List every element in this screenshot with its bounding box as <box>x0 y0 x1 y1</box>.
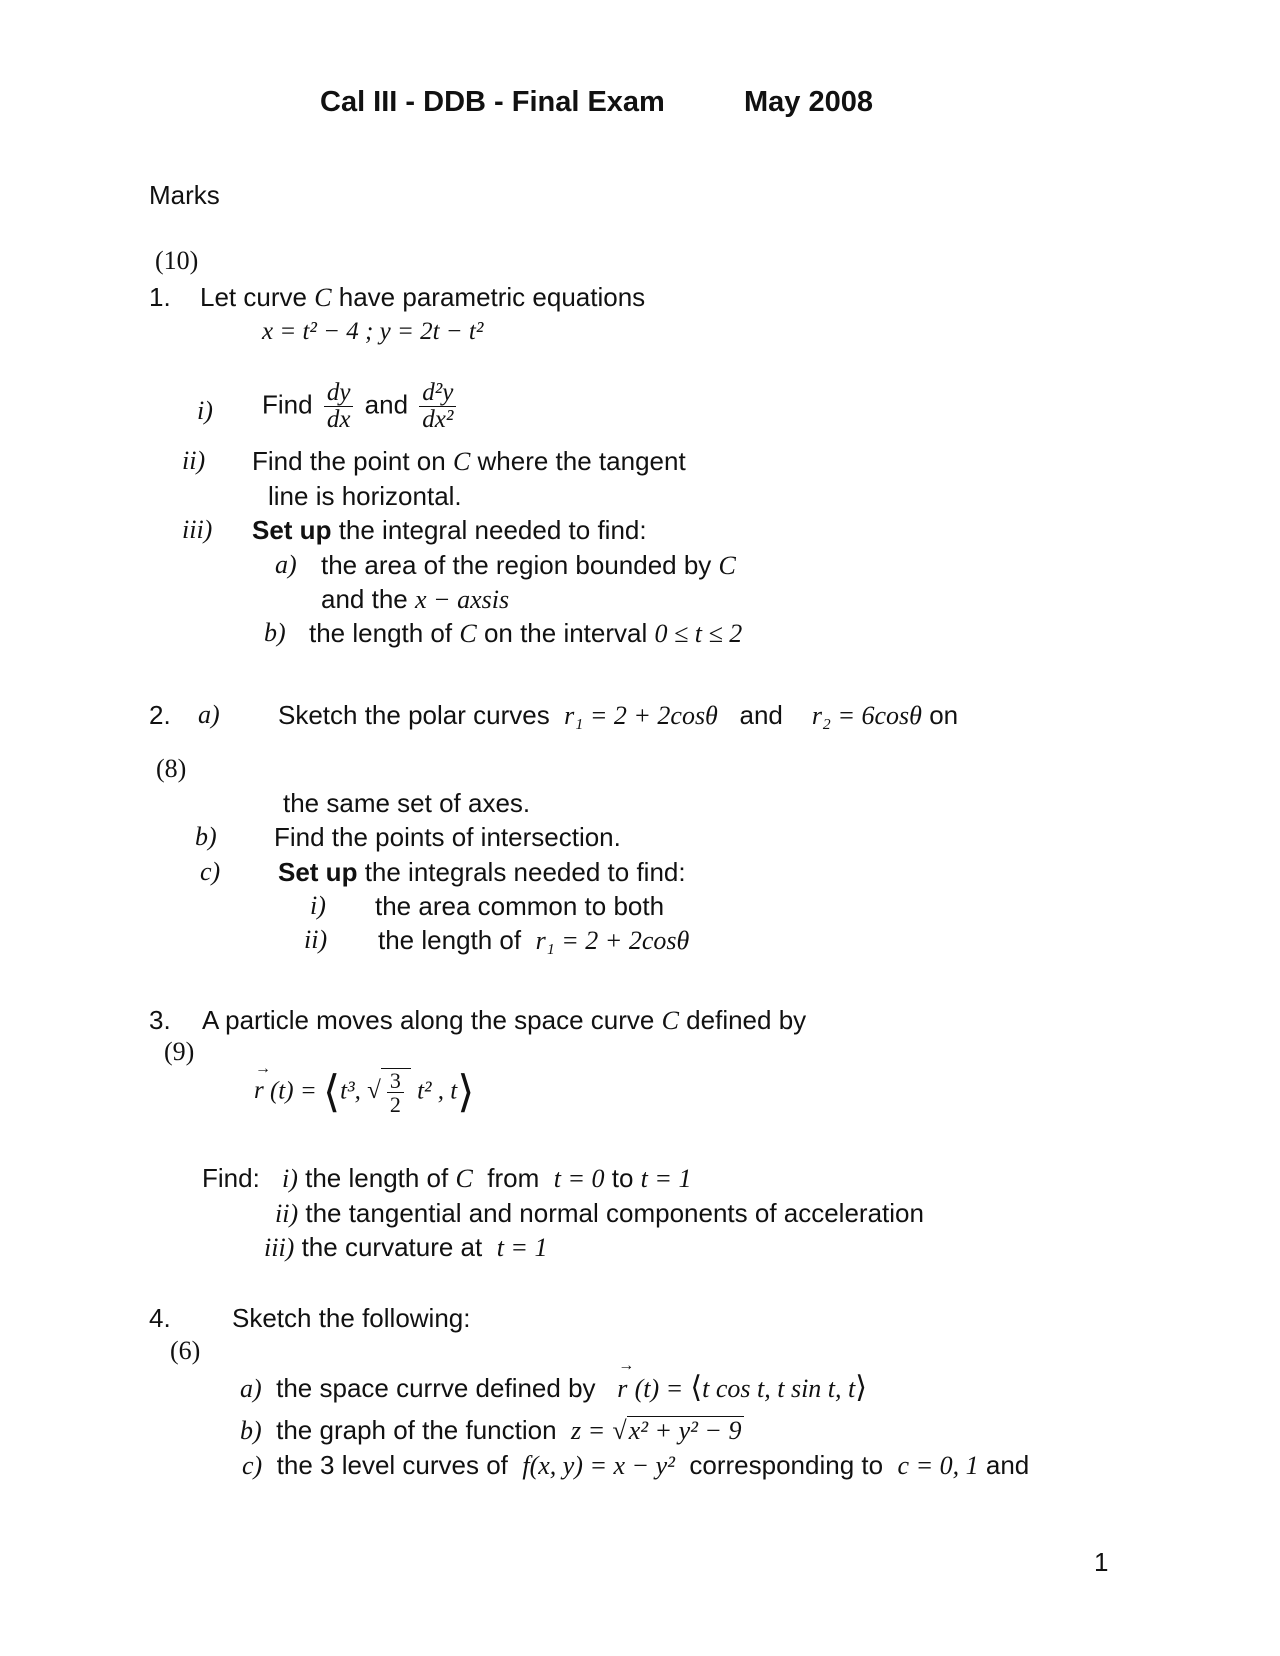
q1-a-label: a) <box>275 550 297 579</box>
r2-equation: r₂ = 6cosθ <box>811 701 922 730</box>
right-angle-bracket: ⟩ <box>457 1067 475 1117</box>
vector-arrow-icon: → <box>618 1357 635 1374</box>
q2-number: 2. <box>149 700 171 730</box>
q2-cii-text: the length of r₁ = 2 + 2cosθ <box>378 925 690 955</box>
r1-equation: r₁ = 2 + 2cosθ <box>564 701 718 730</box>
q1-ii-label: ii) <box>182 446 206 475</box>
exam-date: May 2008 <box>744 86 873 118</box>
sqrt-symbol: √ <box>612 1416 627 1445</box>
q2-c-text: Set up the integrals needed to find: <box>278 857 686 887</box>
q2-marks: (8) <box>156 754 187 783</box>
dy-dx-fraction: $\frac{dy}{dx}$ <box>324 380 354 434</box>
q1-number: 1. <box>149 282 171 312</box>
d2y-dx2-fraction: $\frac{\text{d²y}}{\text{dx²}}$ <box>419 380 456 434</box>
page-number: 1 <box>1094 1547 1109 1577</box>
q1-ii-text: Find the point on C where the tangent <box>252 446 686 476</box>
left-angle-bracket: ⟨ <box>690 1371 703 1404</box>
left-angle-bracket: ⟨ <box>322 1067 341 1117</box>
vector-arrow-icon: → <box>255 1060 271 1078</box>
q1-a-text: the area of the region bounded by C <box>321 550 736 580</box>
q3-text: A particle moves along the space curve C defined by <box>202 1005 807 1035</box>
q4-number: 4. <box>149 1303 171 1333</box>
q4-c-text: c) the 3 level curves of f(x, y) = x − y² corresponding to c = 0, 1 and <box>242 1450 1030 1480</box>
marks-heading: Marks <box>149 180 220 210</box>
q1-ii-line2: line is horizontal. <box>268 481 462 511</box>
q1-parametric-equations: x = t² − 4 ; y = 2t − t² <box>262 318 484 345</box>
q2-cii-label: ii) <box>304 925 328 954</box>
q4-text: Sketch the following: <box>232 1303 471 1333</box>
q2-b-label: b) <box>195 822 217 851</box>
q4-marks: (6) <box>170 1336 201 1365</box>
q2-a-text: Sketch the polar curves r₁ = 2 + 2cosθ and r₂ = 6cosθ on <box>278 700 959 730</box>
q1-iii-text: Set up the integral needed to find: <box>252 515 647 545</box>
q4-a-text: a) the space currve defined by → r (t) = ⟨t cos t, t sin t, t⟩ <box>240 1357 867 1404</box>
q2-a-line2: the same set of axes. <box>283 788 531 818</box>
q1-i-label: i) <box>197 396 213 425</box>
q2-c-label: c) <box>200 857 221 886</box>
q1-b-label: b) <box>264 618 286 647</box>
right-angle-bracket: ⟩ <box>855 1371 867 1404</box>
sqrt-three-halves: √ $\frac{3}{2}$ <box>367 1077 411 1104</box>
q3-ii-text: ii) the tangential and normal components of acceleration <box>275 1198 924 1228</box>
q3-find-label: Find: <box>202 1163 260 1193</box>
q4-b-text: b) the graph of the function z = √x² + y² − 9 <box>240 1415 744 1446</box>
q1-a-line2: and the x − axsis <box>321 584 510 614</box>
q2-a-label: a) <box>198 700 220 729</box>
q1-intro: Let curve C have parametric equations <box>200 282 646 312</box>
q1-iii-label: iii) <box>182 515 213 544</box>
q3-iii-text: iii) the curvature at t = 1 <box>264 1232 548 1262</box>
exam-title: Cal III - DDB - Final Exam <box>320 86 665 118</box>
q1-marks: (10) <box>155 246 199 275</box>
q3-i-text: i) the length of C from t = 0 to t = 1 <box>282 1163 692 1193</box>
q1-i-text: Find $\frac{dy}{dx}$ and $\frac{\text{d²y}}{\text{dx²}}$ <box>262 380 460 434</box>
q3-marks: (9) <box>164 1037 195 1066</box>
q2-ci-text: the area common to both <box>375 891 665 921</box>
q3-number: 3. <box>149 1005 171 1035</box>
q2-ci-label: i) <box>310 891 326 920</box>
q1-b-text: the length of C on the interval 0 ≤ t ≤ 2 <box>309 618 743 648</box>
q3-vector-function: → r (t) = ⟨t³, √ $\frac{3}{2}$ t² , t⟩ <box>254 1060 475 1118</box>
q2-b-text: Find the points of intersection. <box>274 822 621 852</box>
